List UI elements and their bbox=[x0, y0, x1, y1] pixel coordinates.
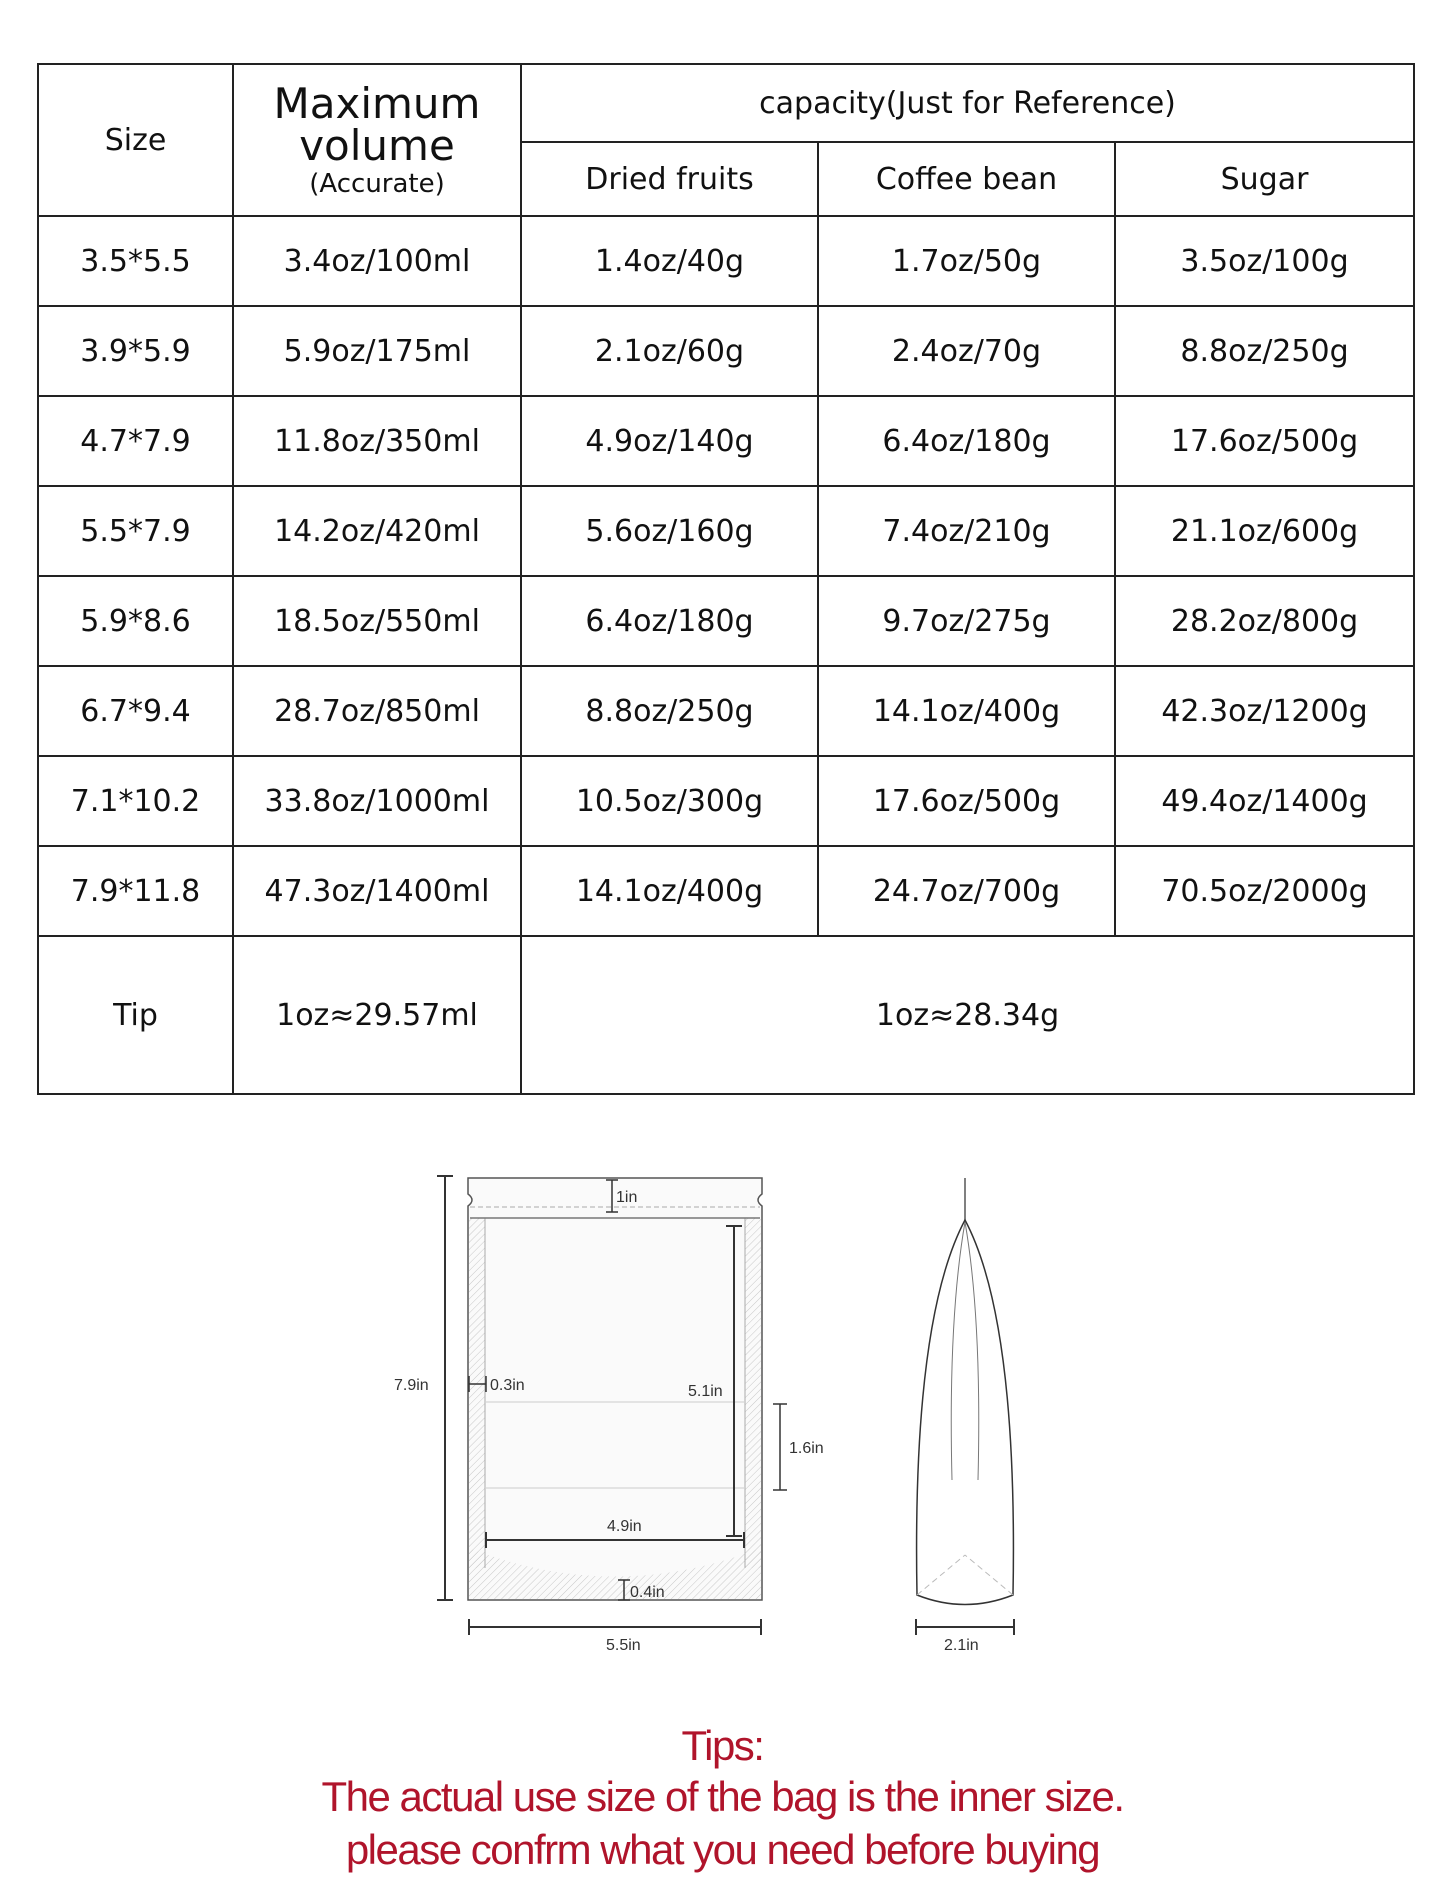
cell-volume: 47.3oz/1400ml bbox=[233, 846, 521, 936]
tip-label: Tip bbox=[38, 936, 233, 1094]
cell-coffee: 6.4oz/180g bbox=[818, 396, 1115, 486]
cell-volume: 3.4oz/100ml bbox=[233, 216, 521, 306]
cell-sugar: 49.4oz/1400g bbox=[1115, 756, 1414, 846]
zip-height-label: 1in bbox=[616, 1189, 638, 1206]
header-max-volume-note: (Accurate) bbox=[309, 169, 445, 199]
cell-size: 5.5*7.9 bbox=[38, 486, 233, 576]
cell-coffee: 9.7oz/275g bbox=[818, 576, 1115, 666]
cell-coffee: 1.7oz/50g bbox=[818, 216, 1115, 306]
cell-sugar: 21.1oz/600g bbox=[1115, 486, 1414, 576]
header-max-volume-line2: volume bbox=[299, 121, 455, 170]
cell-dried: 5.6oz/160g bbox=[521, 486, 818, 576]
side-width-label: 2.1in bbox=[944, 1637, 979, 1654]
total-width-label: 5.5in bbox=[606, 1637, 641, 1654]
cell-dried: 1.4oz/40g bbox=[521, 216, 818, 306]
cell-size: 7.1*10.2 bbox=[38, 756, 233, 846]
cell-dried: 4.9oz/140g bbox=[521, 396, 818, 486]
cell-dried: 6.4oz/180g bbox=[521, 576, 818, 666]
cell-sugar: 28.2oz/800g bbox=[1115, 576, 1414, 666]
cell-sugar: 70.5oz/2000g bbox=[1115, 846, 1414, 936]
header-coffee-bean: Coffee bean bbox=[818, 142, 1115, 216]
cell-size: 3.5*5.5 bbox=[38, 216, 233, 306]
inner-height-label: 5.1in bbox=[688, 1383, 723, 1400]
cell-volume: 14.2oz/420ml bbox=[233, 486, 521, 576]
cell-coffee: 7.4oz/210g bbox=[818, 486, 1115, 576]
cell-size: 7.9*11.8 bbox=[38, 846, 233, 936]
cell-dried: 10.5oz/300g bbox=[521, 756, 818, 846]
cell-volume: 28.7oz/850ml bbox=[233, 666, 521, 756]
cell-size: 4.7*7.9 bbox=[38, 396, 233, 486]
cell-volume: 33.8oz/1000ml bbox=[233, 756, 521, 846]
cell-volume: 5.9oz/175ml bbox=[233, 306, 521, 396]
tips-title: Tips: bbox=[681, 1722, 764, 1769]
cell-coffee: 17.6oz/500g bbox=[818, 756, 1115, 846]
cell-dried: 14.1oz/400g bbox=[521, 846, 818, 936]
cell-sugar: 42.3oz/1200g bbox=[1115, 666, 1414, 756]
right-seal bbox=[745, 1218, 761, 1568]
bottom-seal-label: 0.4in bbox=[630, 1584, 665, 1601]
cell-size: 6.7*9.4 bbox=[38, 666, 233, 756]
cell-dried: 8.8oz/250g bbox=[521, 666, 818, 756]
tip-weight: 1oz≈28.34g bbox=[521, 936, 1414, 1094]
left-seal bbox=[469, 1218, 485, 1568]
tips-line1: The actual use size of the bag is the inner size. bbox=[321, 1773, 1124, 1820]
tip-volume: 1oz≈29.57ml bbox=[233, 936, 521, 1094]
cell-volume: 11.8oz/350ml bbox=[233, 396, 521, 486]
header-dried-fruits: Dried fruits bbox=[521, 142, 818, 216]
side-view-bag-outline bbox=[917, 1220, 1014, 1605]
cell-size: 3.9*5.9 bbox=[38, 306, 233, 396]
header-size: Size bbox=[38, 64, 233, 216]
gusset-height-label: 1.6in bbox=[789, 1440, 824, 1457]
header-max-volume-line1: Maximum bbox=[273, 79, 481, 128]
cell-sugar: 17.6oz/500g bbox=[1115, 396, 1414, 486]
header-sugar: Sugar bbox=[1115, 142, 1414, 216]
total-height-label: 7.9in bbox=[394, 1377, 429, 1394]
cell-volume: 18.5oz/550ml bbox=[233, 576, 521, 666]
cell-sugar: 3.5oz/100g bbox=[1115, 216, 1414, 306]
inner-width-label: 4.9in bbox=[607, 1518, 642, 1535]
cell-coffee: 2.4oz/70g bbox=[818, 306, 1115, 396]
cell-size: 5.9*8.6 bbox=[38, 576, 233, 666]
tips-line2: please confrm what you need before buying bbox=[345, 1826, 1100, 1873]
header-capacity: capacity(Just for Reference) bbox=[521, 64, 1414, 142]
cell-coffee: 14.1oz/400g bbox=[818, 666, 1115, 756]
cell-dried: 2.1oz/60g bbox=[521, 306, 818, 396]
side-seal-label: 0.3in bbox=[490, 1377, 525, 1394]
cell-sugar: 8.8oz/250g bbox=[1115, 306, 1414, 396]
cell-coffee: 24.7oz/700g bbox=[818, 846, 1115, 936]
